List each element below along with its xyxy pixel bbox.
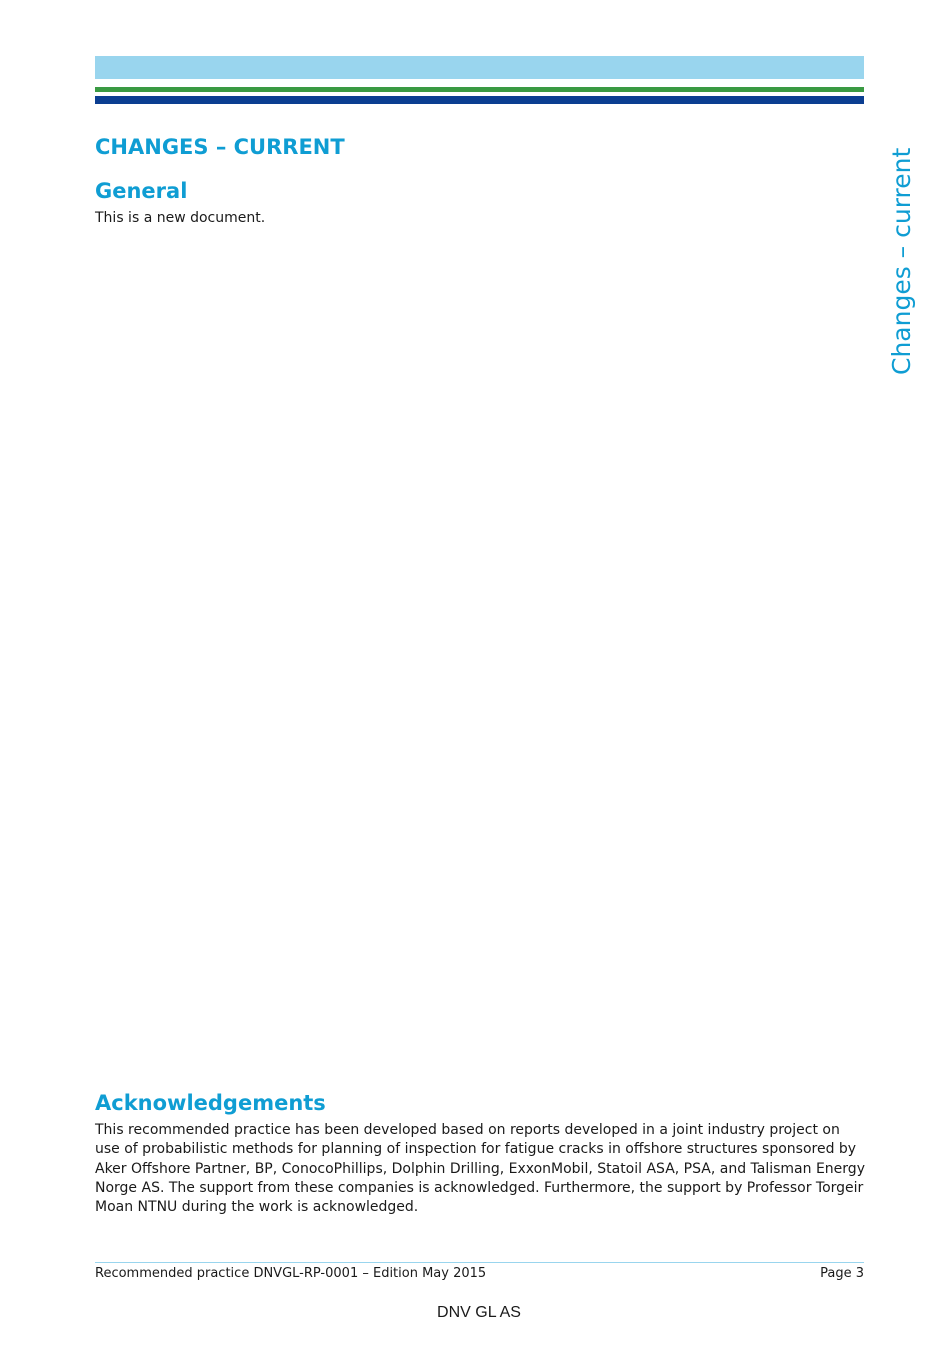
page-title: CHANGES – CURRENT bbox=[95, 135, 345, 159]
footer-divider bbox=[95, 1262, 864, 1263]
header-band-blue bbox=[95, 96, 864, 104]
general-text: This is a new document. bbox=[95, 210, 266, 226]
footer-page-number: Page 3 bbox=[820, 1266, 864, 1281]
acknowledgements-heading: Acknowledgements bbox=[95, 1091, 326, 1115]
header-band-green bbox=[95, 87, 864, 92]
footer-document-info: Recommended practice DNVGL-RP-0001 – Edition May 2015 bbox=[95, 1266, 487, 1281]
publisher-name: DNV GL AS bbox=[437, 1304, 521, 1321]
general-heading: General bbox=[95, 179, 188, 203]
side-section-label: Changes – current bbox=[887, 147, 916, 375]
header-band-light bbox=[95, 56, 864, 79]
acknowledgements-text: This recommended practice has been developed based on reports developed in a joint industry project on use of probabilistic methods for planning of inspection for fatigue cracks in offshore structures sponsored by Aker Offshore Partner, BP, ConocoPhillips, Dolphin Drilling, ExxonMobil, Statoil ASA, PSA, and Talisman Energy Norge AS. The support from these companies is acknowledged. Furthermore, the support by Professor Torgeir Moan NTNU during the work is acknowledged. bbox=[95, 1122, 865, 1216]
